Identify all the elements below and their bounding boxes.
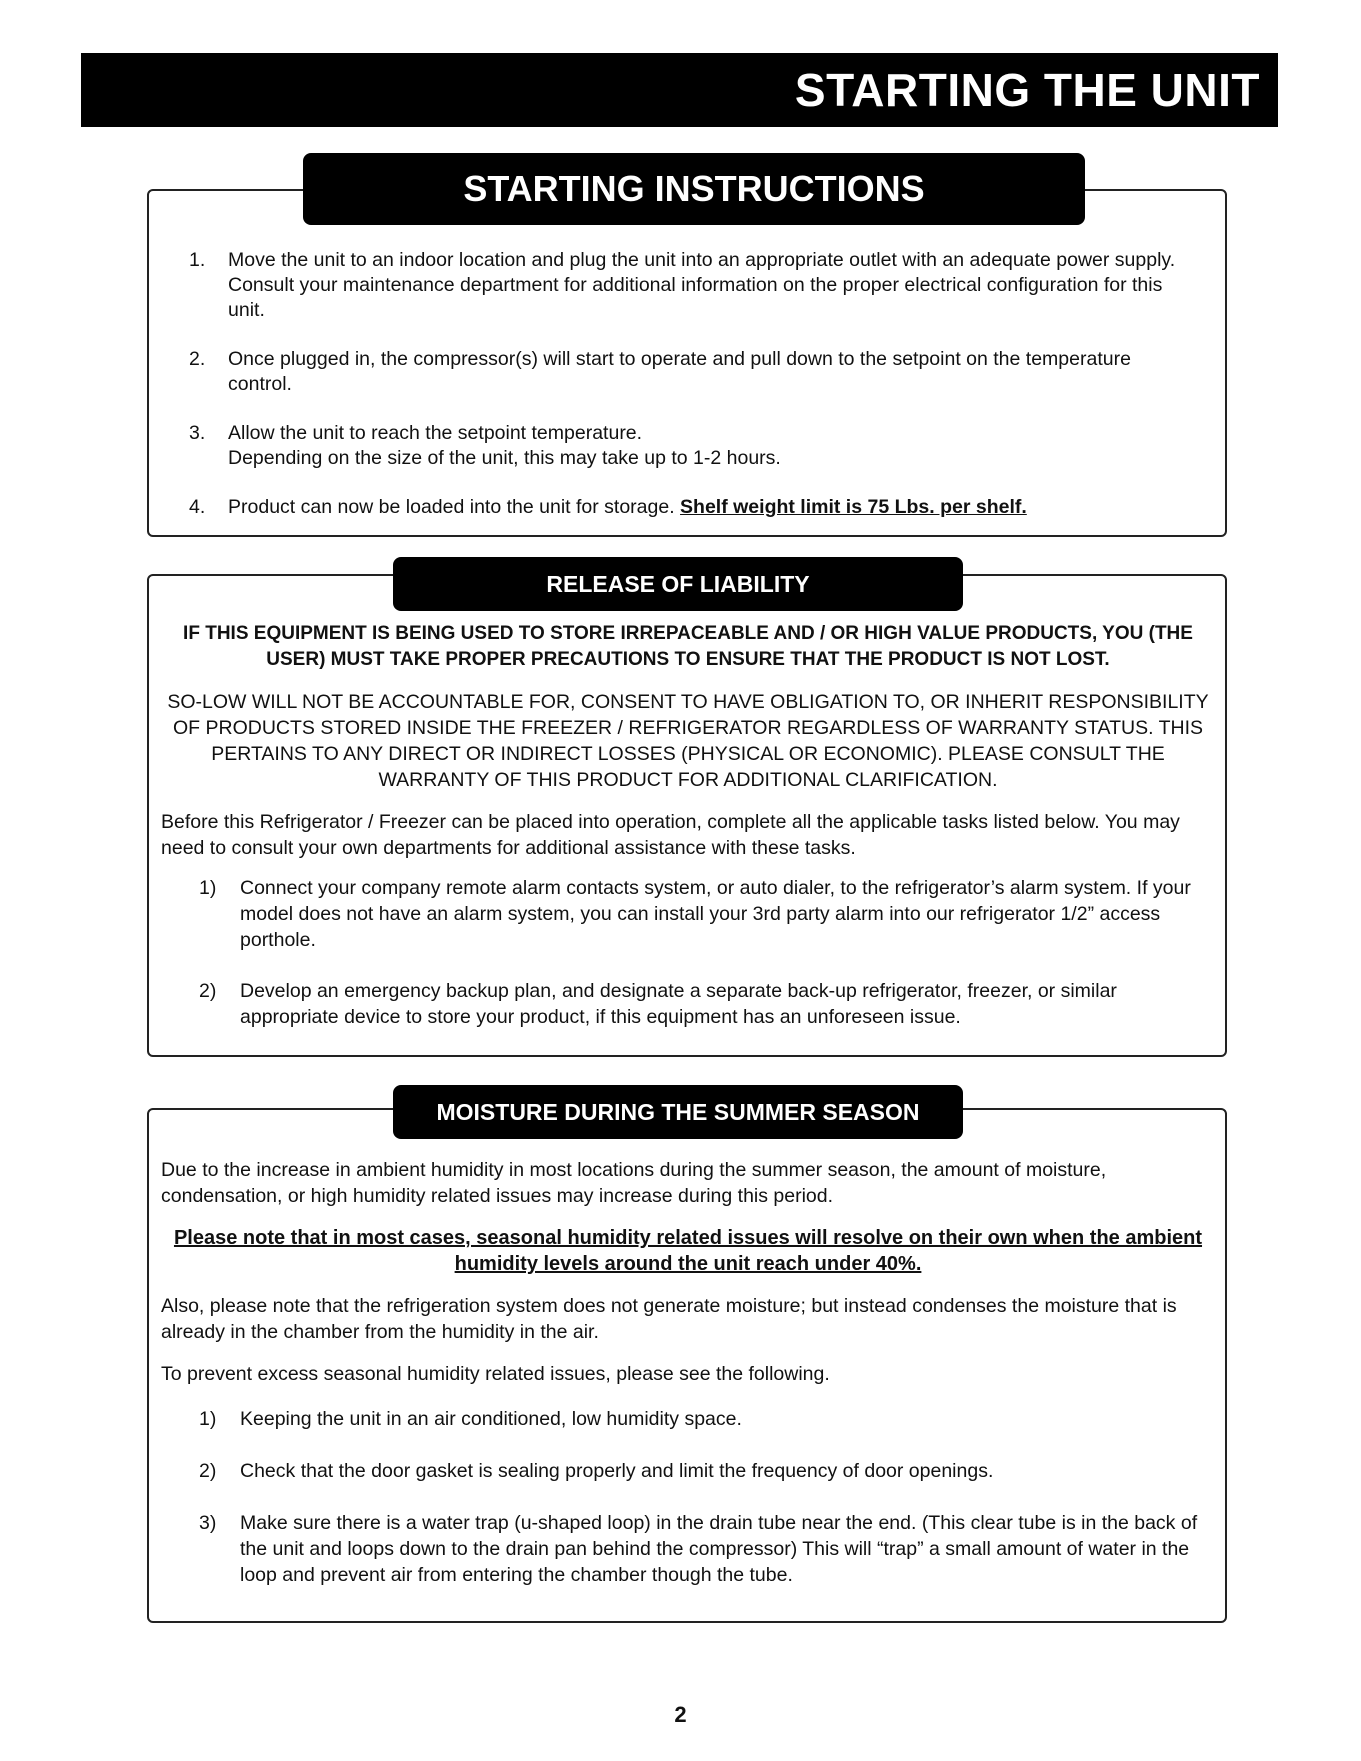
list-item-number: 1) xyxy=(199,1408,217,1430)
list-item xyxy=(161,1458,1215,1484)
liability-warning: IF THIS EQUIPMENT IS BEING USED TO STORE IRREPACEABLE AND / OR HIGH VALUE PRODUCTS, YOU (THE USER) MUST TAKE PROPER PRECAUTIONS TO ENSURE THAT THE PRODUCT IS NOT LOST. xyxy=(183,623,1193,670)
list-item xyxy=(161,1510,1215,1588)
moisture-tips-list xyxy=(161,1406,1215,1588)
list-item xyxy=(161,978,1215,1030)
list-item-text: Make sure there is a water trap (u-shaped loop) in the drain tube near the end. (This clear tube is in the back of the unit and loops down to the drain pan behind the compressor) This will “trap” a small amount of water in the loop and prevent air from entering the chamber though the tube. xyxy=(240,1512,1198,1586)
list-item-number: 2. xyxy=(189,348,206,370)
page-header-title: STARTING THE UNIT xyxy=(794,64,1260,116)
list-item-number: 2) xyxy=(199,1460,217,1482)
starting-instructions-list xyxy=(189,248,1199,520)
list-item-number: 1. xyxy=(189,249,206,271)
list-item xyxy=(189,421,1199,471)
list-item-text: Product can now be loaded into the unit for storage. xyxy=(228,496,681,518)
moisture-intro: Due to the increase in ambient humidity in most locations during the summer season, the amount of moisture, condensation, or high humidity related issues may increase during this period. xyxy=(161,1159,1107,1207)
list-item xyxy=(189,248,1199,323)
starting-instructions-title-text: STARTING INSTRUCTIONS xyxy=(463,168,925,209)
list-item-text: Check that the door gasket is sealing properly and limit the frequency of door openings. xyxy=(240,1460,994,1482)
liability-task-list xyxy=(161,875,1215,1030)
list-item-number: 3. xyxy=(189,422,206,444)
list-item-number: 2) xyxy=(199,980,217,1002)
starting-instructions-title xyxy=(303,153,1085,225)
list-item-text: Connect your company remote alarm contacts system, or auto dialer, to the refrigerator’s alarm system. If your model does not have an alarm system, you can install your 3rd party alarm into our refrigerator 1/2” access porthole. xyxy=(240,877,1191,951)
release-of-liability-title xyxy=(393,557,963,611)
list-item-text: Develop an emergency backup plan, and designate a separate back-up refrigerator, freezer, or similar appropriate device to store your product, if this equipment has an unforeseen issue. xyxy=(240,980,1117,1028)
list-item-number: 3) xyxy=(199,1512,217,1534)
list-item xyxy=(189,495,1199,520)
list-item-text: Move the unit to an indoor location and plug the unit into an appropriate outlet with an adequate power supply. Consult your maintenance department for additional information on the proper electrical configuration for this unit. xyxy=(228,249,1176,321)
moisture-title-text: MOISTURE DURING THE SUMMER SEASON xyxy=(436,1098,920,1125)
release-of-liability-section xyxy=(147,570,1227,1057)
starting-instructions-section xyxy=(147,168,1227,537)
list-item-text-line2: Depending on the size of the unit, this may take up to 1-2 hours. xyxy=(228,447,781,469)
list-item-number: 4. xyxy=(189,496,206,518)
moisture-title xyxy=(393,1085,963,1139)
moisture-prevent: To prevent excess seasonal humidity related issues, please see the following. xyxy=(161,1363,830,1385)
list-item xyxy=(161,875,1215,953)
moisture-section xyxy=(147,1098,1227,1623)
list-item-text-line1: Allow the unit to reach the setpoint temperature. xyxy=(228,422,643,444)
list-item-text: Keeping the unit in an air conditioned, low humidity space. xyxy=(240,1408,742,1430)
page-number: 2 xyxy=(674,1702,687,1727)
moisture-note: Please note that in most cases, seasonal humidity related issues will resolve on their own when the ambient humidity levels around the unit reach under 40%. xyxy=(173,1227,1203,1275)
liability-intro: Before this Refrigerator / Freezer can be placed into operation, complete all the applicable tasks listed below. You may need to consult your own departments for additional assistance with these tasks. xyxy=(161,811,1180,859)
list-item-number: 1) xyxy=(199,877,217,899)
liability-disclaimer: SO-LOW WILL NOT BE ACCOUNTABLE FOR, CONSENT TO HAVE OBLIGATION TO, OR INHERIT RESPONSIBILITY OF PRODUCTS STORED INSIDE THE FREEZER / REFRIGERATOR REGARDLESS OF WARRANTY STATUS. THIS PERTAINS TO ANY DIRECT OR INDIRECT LOSSES (PHYSICAL OR ECONOMIC). PLEASE CONSULT THE WARRANTY OF THIS PRODUCT FOR ADDITIONAL CLARIFICATION. xyxy=(167,691,1209,791)
list-item-text: Once plugged in, the compressor(s) will start to operate and pull down to the setpoint on the temperature control. xyxy=(228,348,1131,395)
release-of-liability-body xyxy=(161,621,1215,1030)
list-item xyxy=(161,1406,1215,1432)
shelf-weight-limit-emphasis: Shelf weight limit is 75 Lbs. per shelf. xyxy=(680,496,1027,518)
page-header xyxy=(81,53,1278,127)
release-of-liability-title-text: RELEASE OF LIABILITY xyxy=(546,570,810,597)
moisture-also: Also, please note that the refrigeration system does not generate moisture; but instead condenses the moisture that is already in the chamber from the humidity in the air. xyxy=(161,1295,1177,1343)
moisture-body xyxy=(161,1157,1215,1588)
list-item xyxy=(189,347,1199,397)
